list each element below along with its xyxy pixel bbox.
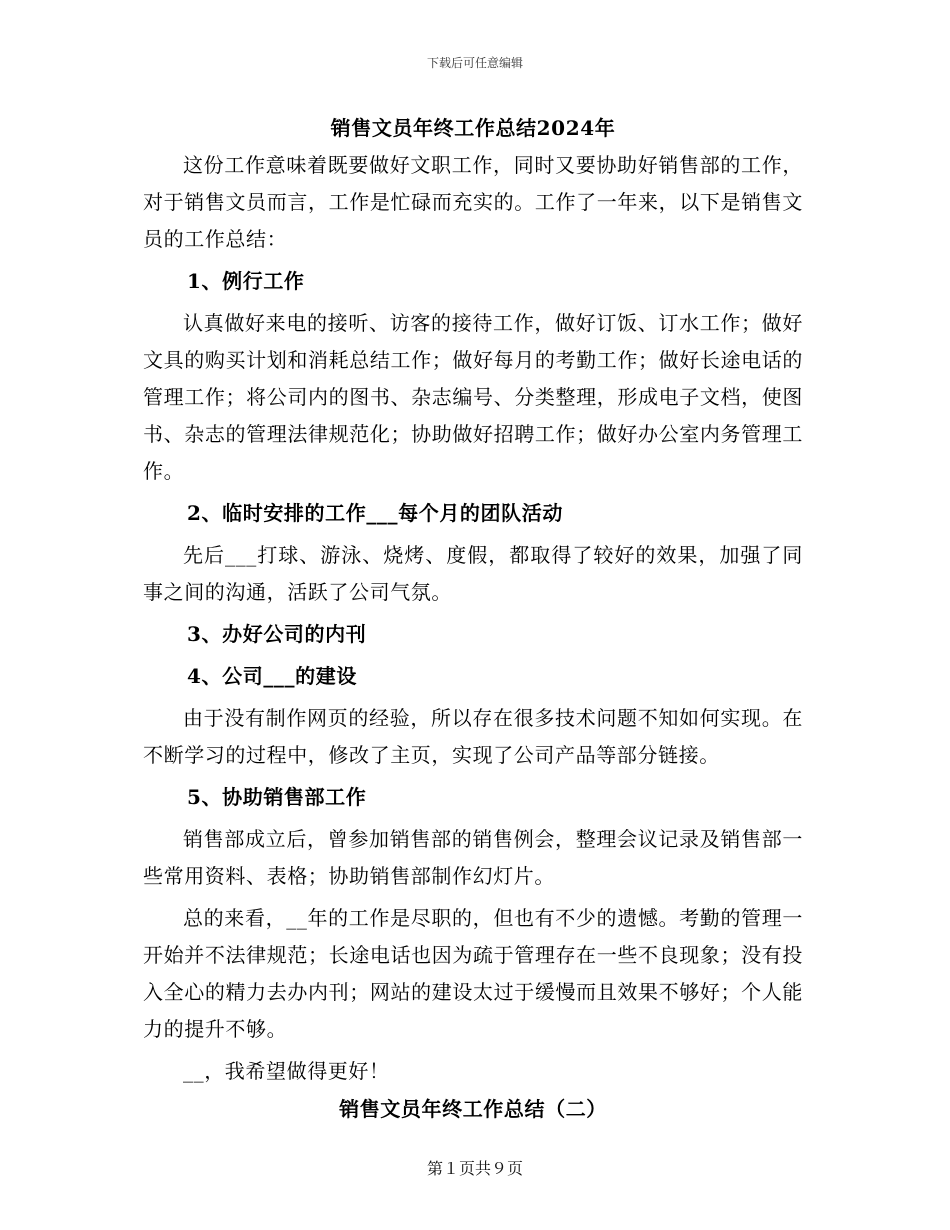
section-1-body: 认真做好来电的接听、访客的接待工作，做好订饭、订水工作；做好文具的购买计划和消耗总结工作；做好每月的考勤工作；做好长途电话的管理工作；将公司内的图书、杂志编号、分类整理，形成电子文档，使图书、杂志的管理法律规范化；协助做好招聘工作；做好办公室内务管理工作。 <box>143 311 803 483</box>
summary-paragraph: 总的来看，__年的工作是尽职的，但也有不少的遗憾。考勤的管理一开始并不法律规范；长途电话也因为疏于管理存在一些不良现象；没有投入全心的精力去办内刊；网站的建设太过于缓慢而且效果不够好；个人能力的提升不够。 <box>143 906 803 1041</box>
section-2-body: 先后___打球、游泳、烧烤、度假，都取得了较好的效果，加强了同事之间的沟通，活跃了公司气氛。 <box>143 543 803 604</box>
section-2-heading: 2、临时安排的工作___每个月的团队活动 <box>187 501 563 525</box>
document-title: 销售文员年终工作总结2024年 <box>330 116 616 140</box>
intro-paragraph: 这份工作意味着既要做好文职工作，同时又要协助好销售部的工作，对于销售文员而言，工作是忙碌而充实的。工作了一年来，以下是销售文员的工作总结： <box>143 153 803 251</box>
section-3-heading: 3、办好公司的内刊 <box>187 622 367 646</box>
section-4-body: 由于没有制作网页的经验，所以存在很多技术问题不知如何实现。在不断学习的过程中，修改了主页，实现了公司产品等部分链接。 <box>143 706 803 767</box>
closing-line: __，我希望做得更好！ <box>183 1059 390 1083</box>
page-header-note: 下载后可任意编辑 <box>426 56 523 70</box>
document-body <box>143 110 803 1128</box>
section-5-body: 销售部成立后，曾参加销售部的销售例会，整理会议记录及销售部一些常用资料、表格；协助销售部制作幻灯片。 <box>143 827 803 888</box>
page-number: 第１页共９页 <box>426 1159 523 1178</box>
section-5-heading: 5、协助销售部工作 <box>187 785 367 809</box>
section-4-heading: 4、公司___的建设 <box>187 664 357 688</box>
section-1-heading: 1、例行工作 <box>187 269 305 293</box>
second-document-title: 销售文员年终工作总结（二） <box>339 1097 607 1121</box>
